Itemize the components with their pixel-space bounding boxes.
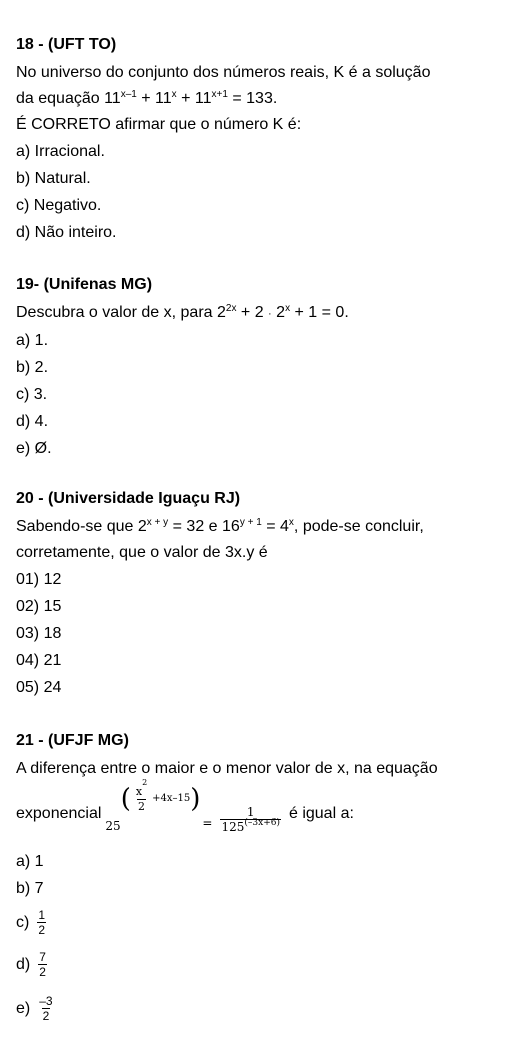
option-18-a: a) Irracional. — [16, 143, 105, 160]
option-20-03: 03) 18 — [16, 625, 62, 642]
question-21-title: 21 - (UFJF MG) — [16, 732, 129, 749]
question-20-title: 20 - (Universidade Iguaçu RJ) — [16, 490, 241, 507]
option-20-01: 01) 12 — [16, 571, 62, 588]
option-21-d: d) $\frac{7}{2}$ — [16, 949, 46, 979]
option-18-b: b) Natural. — [16, 170, 91, 187]
option-19-d: d) 4. — [16, 413, 49, 430]
option-18-d: d) Não inteiro. — [16, 224, 117, 241]
question-18 — [16, 34, 511, 246]
question-18-equation-line: da equação $11^{x-1} + 11^x + 11^{x+1} = 133$. — [16, 89, 278, 107]
question-20-text-2: corretamente, que o valor de 3x.y é — [16, 544, 268, 561]
option-18-c: c) Negativo. — [16, 197, 102, 214]
option-19-e: e) Ø. — [16, 440, 52, 457]
option-21-b: b) 7 — [16, 880, 44, 897]
rhs-fraction: $\frac{1}{125^{(-3x+6)}}$ — [221, 804, 280, 834]
question-20 — [16, 488, 511, 701]
option-19-a: a) 1. — [16, 332, 49, 349]
option-21-a: a) 1 — [16, 853, 44, 870]
question-18-text-1: No universo do conjunto dos números reais, K é a solução — [16, 64, 431, 81]
question-19 — [16, 274, 511, 462]
question-21-text-1: A diferença entre o maior e o menor valor de x, na equação — [16, 760, 438, 777]
question-19-text: Descubra o valor de x, para $2^{2x} + 2 \cdot 2^x + 1 = 0$. — [16, 303, 349, 321]
option-19-c: c) 3. — [16, 386, 48, 403]
question-19-title: 19- (Unifenas MG) — [16, 276, 153, 293]
question-20-text-1: Sabendo-se que $2^{x + y} = 32$ e $16^{y + 1} = 4^x$, pode-se concluir, — [16, 517, 424, 535]
question-21-equation: exponencial 25 ( $\frac{x^2}{2}$ +4x–15 ) = $\frac{1}{125^{(-3x+6)}}$ é igual a: — [16, 784, 511, 844]
option-20-05: 05) 24 — [16, 679, 62, 696]
option-20-04: 04) 21 — [16, 652, 62, 669]
exponent-fraction: $\frac{x^2}{2}$ — [135, 778, 148, 813]
question-18-title: 18 - (UFT TO) — [16, 36, 117, 53]
option-20-02: 02) 15 — [16, 598, 62, 615]
question-18-text-3: É CORRETO afirmar que o número K é: — [16, 116, 302, 133]
question-21 — [16, 730, 511, 1030]
option-21-e: e) $\frac{-3}{2}$ — [16, 993, 53, 1023]
option-19-b: b) 2. — [16, 359, 49, 376]
option-21-c: c) $\frac{1}{2}$ — [16, 907, 46, 937]
equation-lhs: 25 ( $\frac{x^2}{2}$ +4x–15 ) — [105, 778, 201, 833]
